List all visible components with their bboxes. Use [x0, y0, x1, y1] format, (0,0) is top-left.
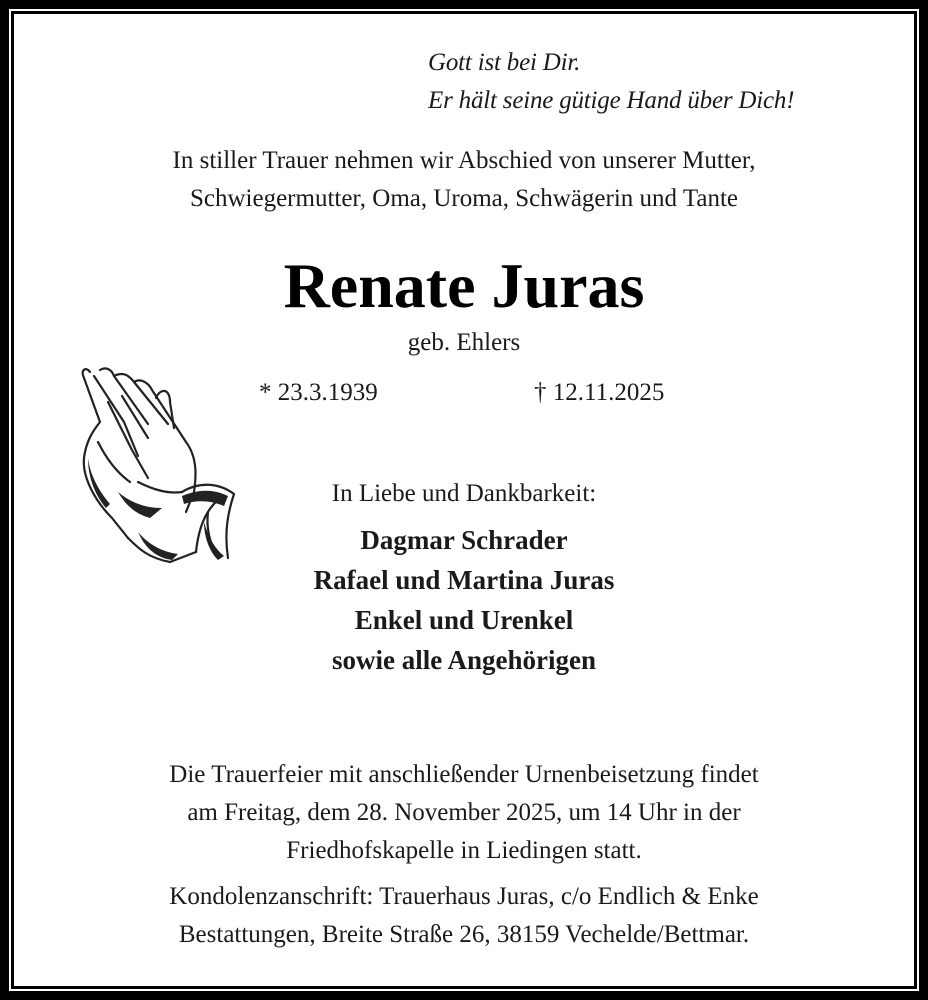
- death-date: † 12.11.2025: [534, 379, 665, 406]
- deceased-name: Renate Juras: [283, 250, 645, 321]
- mourners-list: [14, 520, 914, 680]
- maiden-name: geb. Ehlers: [407, 329, 521, 356]
- obituary-notice: [14, 14, 914, 986]
- ceremony-line: Friedhofskapelle in Liedingen statt.: [286, 837, 642, 864]
- motto: [428, 44, 794, 120]
- intro-text: [14, 142, 914, 218]
- mourner: sowie alle Angehörigen: [332, 645, 596, 675]
- motto-line: Er hält seine gütige Hand über Dich!: [428, 87, 795, 114]
- ceremony-info: [14, 756, 914, 870]
- mourner: Rafael und Martina Juras: [313, 565, 615, 595]
- address-line: Kondolenzanschrift: Trauerhaus Juras, c/o Endlich & Enke: [169, 883, 759, 910]
- condolence-address: [14, 878, 914, 954]
- birth-date: * 23.3.1939: [259, 379, 378, 406]
- intro-line: In stiller Trauer nehmen wir Abschied von unserer Mutter,: [172, 147, 756, 174]
- ceremony-line: am Freitag, dem 28. November 2025, um 14 Uhr in der: [187, 799, 741, 826]
- mourner: Dagmar Schrader: [360, 525, 568, 555]
- ceremony-line: Die Trauerfeier mit anschließender Urnenbeisetzung findet: [169, 761, 759, 788]
- thanks-label: In Liebe und Dankbarkeit:: [331, 480, 597, 507]
- motto-line: Gott ist bei Dir.: [428, 49, 581, 76]
- address-line: Bestattungen, Breite Straße 26, 38159 Vechelde/Bettmar.: [178, 921, 750, 948]
- mourner: Enkel und Urenkel: [354, 605, 574, 635]
- intro-line: Schwiegermutter, Oma, Uroma, Schwägerin und Tante: [189, 185, 739, 212]
